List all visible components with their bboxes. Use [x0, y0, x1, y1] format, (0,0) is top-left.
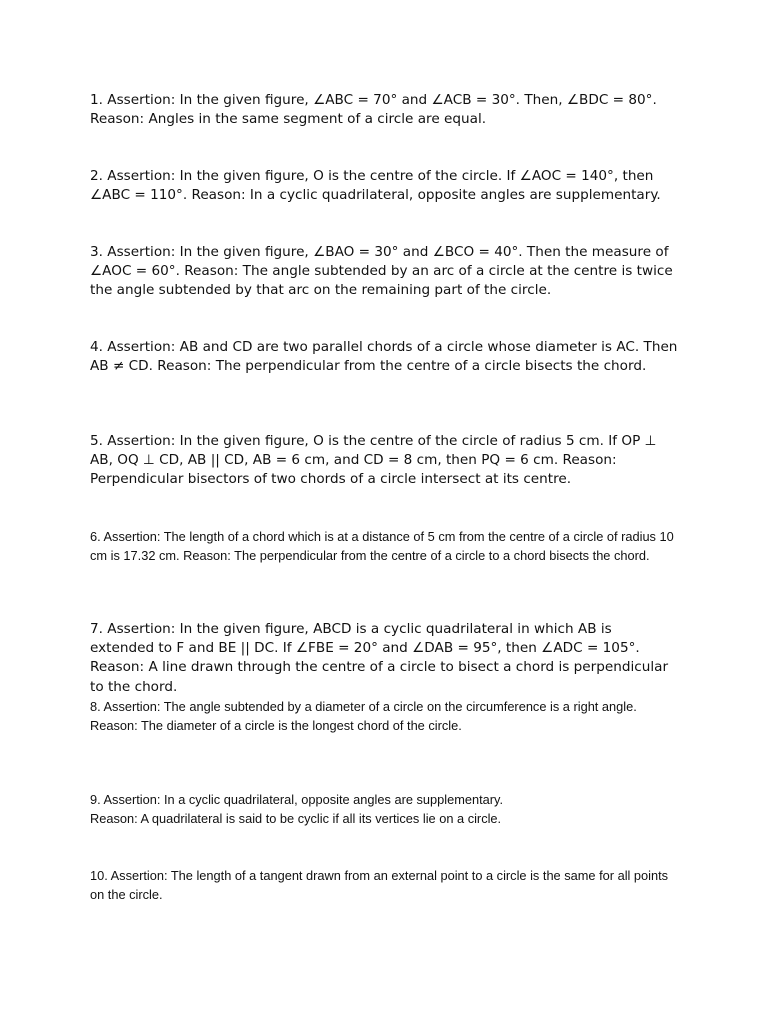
- question-6: [90, 527, 680, 565]
- question-8-reason: Reason: The diameter of a circle is the longest chord of the circle.: [90, 718, 462, 733]
- question-8-assertion: 8. Assertion: The angle subtended by a diameter of a circle on the circumference is a right angle.: [90, 699, 637, 714]
- question-8: [90, 697, 680, 735]
- question-10: [90, 866, 680, 904]
- question-4: [90, 338, 680, 376]
- question-1-text: 1. Assertion: In the given figure, ∠ABC = 70° and ∠ACB = 30°. Then, ∠BDC = 80°. Reason: Angles in the same segment of a circle are equal.: [90, 92, 657, 128]
- question-6-text: 6. Assertion: The length of a chord which is at a distance of 5 cm from the centre of a circle of radius 10 cm is 17.32 cm. Reason: The perpendicular from the centre of a circle to a chord bisects the chord.: [90, 529, 674, 563]
- question-7-text: 7. Assertion: In the given figure, ABCD is a cyclic quadrilateral in which AB is extended to F and BE || DC. If ∠FBE = 20° and ∠DAB = 95°, then ∠ADC = 105°. Reason: A line drawn through the centre of a circle to bisect a chord is perpendicular to the chord.: [90, 621, 669, 695]
- question-4-text: 4. Assertion: AB and CD are two parallel chords of a circle whose diameter is AC. Then AB ≠ CD. Reason: The perpendicular from the centre of a circle bisects the chord.: [90, 339, 678, 375]
- question-7: [90, 620, 680, 697]
- question-9-assertion: 9. Assertion: In a cyclic quadrilateral, opposite angles are supplementary.: [90, 792, 504, 807]
- question-5: [90, 432, 680, 490]
- question-3-text: 3. Assertion: In the given figure, ∠BAO = 30° and ∠BCO = 40°. Then the measure of ∠AOC = 60°. Reason: The angle subtended by an arc of a circle at the centre is twice the angle subtended by that arc on the remaining part of the circle.: [90, 244, 673, 299]
- question-9: [90, 790, 680, 828]
- question-2: [90, 167, 680, 205]
- question-3: [90, 243, 680, 301]
- question-2-text: 2. Assertion: In the given figure, O is the centre of the circle. If ∠AOC = 140°, then ∠ABC = 110°. Reason: In a cyclic quadrilateral, opposite angles are supplementary.: [90, 168, 661, 204]
- question-9-reason: Reason: A quadrilateral is said to be cyclic if all its vertices lie on a circle.: [90, 811, 502, 826]
- question-1: [90, 91, 680, 129]
- question-5-text: 5. Assertion: In the given figure, O is the centre of the circle of radius 5 cm. If OP ⊥ AB, OQ ⊥ CD, AB || CD, AB = 6 cm, and CD = 8 cm, then PQ = 6 cm. Reason: Perpendicular bisectors of two chords of a circle intersect at its centre.: [90, 433, 657, 488]
- question-10-text: 10. Assertion: The length of a tangent drawn from an external point to a circle is the same for all points on the circle.: [90, 868, 669, 902]
